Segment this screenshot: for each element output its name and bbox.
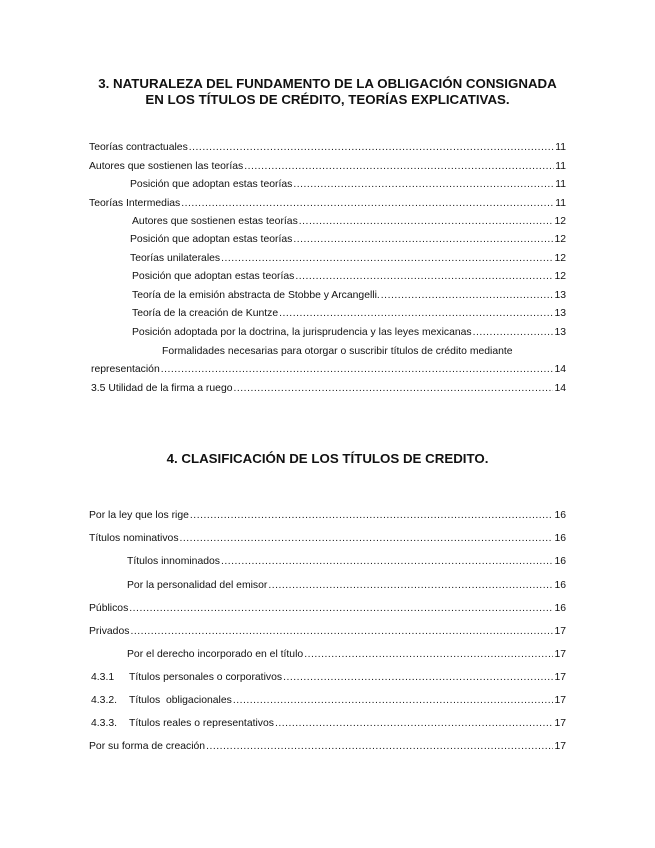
toc-leader-dots (283, 672, 553, 684)
toc-entry-label: Títulos innominados (127, 556, 220, 567)
toc-leader-dots (180, 533, 554, 545)
toc-leader-dots (381, 290, 554, 302)
toc-entry-number: 4.3.1 (91, 672, 115, 683)
section-4-heading (0, 451, 655, 467)
toc-entry-label-continued: Formalidades necesarias para otorgar o suscribir títulos de crédito mediante (162, 346, 513, 357)
toc-entry-page: 11 (555, 179, 566, 190)
toc-leader-dots (293, 234, 553, 246)
toc-entry-label: Privados (89, 626, 130, 637)
toc-entry-label: Teorías unilaterales (130, 253, 221, 264)
toc-entry[interactable] (132, 216, 566, 228)
toc-entry[interactable] (127, 580, 566, 592)
toc-entry[interactable] (130, 179, 566, 191)
toc-entry-page: 16 (554, 510, 566, 521)
toc-leader-dots (279, 308, 553, 320)
section-3-heading-line-2: EN LOS TÍTULOS DE CRÉDITO, TEORÍAS EXPLICATIVAS. (145, 92, 510, 107)
toc-leader-dots (304, 649, 553, 661)
toc-entry[interactable] (89, 510, 566, 522)
toc-entry-label: Autores que sostienen las teorías (89, 161, 244, 172)
toc-leader-dots (189, 142, 554, 154)
toc-entry[interactable] (132, 308, 566, 320)
toc-entry-label: Títulos obligacionales (129, 695, 232, 706)
toc-entry-label: Posición que adoptan estas teorías (130, 234, 293, 245)
toc-leader-dots (221, 253, 553, 265)
toc-entry-label: Públicos (89, 603, 129, 614)
toc-entry[interactable] (91, 672, 566, 684)
toc-entry-label: Por la personalidad del emisor (127, 580, 268, 591)
section-4-heading-text: 4. CLASIFICACIÓN DE LOS TÍTULOS DE CREDITO. (166, 451, 489, 466)
toc-entry-page: 17 (554, 626, 566, 637)
toc-entry-page: 17 (554, 695, 566, 706)
toc-entry-page: 13 (554, 308, 566, 319)
toc-entry-page: 17 (554, 649, 566, 660)
toc-leader-dots (299, 216, 554, 228)
toc-entry-label: Posición que adoptan estas teorías (130, 179, 293, 190)
toc-entry[interactable] (91, 364, 566, 376)
toc-entry[interactable] (89, 533, 566, 545)
toc-entry[interactable] (127, 556, 566, 568)
toc-entry[interactable] (89, 161, 566, 173)
toc-entry-label: Autores que sostienen estas teorías (132, 216, 298, 227)
toc-entry-page: 12 (554, 234, 566, 245)
toc-entry-label: Posición que adoptan estas teorías (132, 271, 295, 282)
toc-entry[interactable] (91, 695, 566, 707)
toc-entry-label: representación (91, 364, 160, 375)
toc-entry-number: 4.3.3. (91, 718, 117, 729)
toc-leader-dots (161, 364, 554, 376)
toc-entry[interactable] (91, 718, 566, 730)
toc-entry-label: Teorías Intermedias (89, 198, 181, 209)
toc-entry-page: 16 (554, 580, 566, 591)
toc-entry-page: 17 (554, 718, 566, 729)
toc-entry-label: Títulos personales o corporativos (129, 672, 283, 683)
toc-entry-label: 3.5 Utilidad de la firma a ruego (91, 383, 233, 394)
toc-entry[interactable] (130, 234, 566, 246)
toc-entry-label: Títulos reales o representativos (129, 718, 274, 729)
toc-leader-dots (473, 327, 554, 339)
section-3-heading-line-1: 3. NATURALEZA DEL FUNDAMENTO DE LA OBLIGACIÓN CONSIGNADA (98, 76, 557, 91)
toc-entry[interactable] (130, 253, 566, 265)
toc-entry-label: Teoría de la emisión abstracta de Stobbe y Arcangelli. (132, 290, 380, 301)
toc-entry[interactable] (132, 290, 566, 302)
toc-entry-page: 12 (554, 253, 566, 264)
toc-entry-label: Por el derecho incorporado en el título (127, 649, 304, 660)
toc-entry-page: 14 (554, 364, 566, 375)
toc-entry[interactable] (132, 271, 566, 283)
toc-entry-label: Títulos nominativos (89, 533, 179, 544)
toc-leader-dots (293, 179, 554, 191)
toc-entry-page: 17 (554, 672, 566, 683)
toc-leader-dots (221, 556, 553, 568)
toc-entry-page: 14 (554, 383, 566, 394)
toc-entry[interactable] (91, 383, 566, 395)
toc-entry-label: Posición adoptada por la doctrina, la jurisprudencia y las leyes mexicanas (132, 327, 472, 338)
toc-entry-page: 12 (554, 216, 566, 227)
toc-entry[interactable] (127, 649, 566, 661)
toc-leader-dots (129, 603, 553, 615)
toc-entry-page: 11 (555, 161, 566, 172)
toc-leader-dots (234, 383, 554, 395)
toc-entry[interactable] (89, 626, 566, 638)
toc-entry[interactable] (89, 142, 566, 154)
toc-entry-label: Por su forma de creación (89, 741, 206, 752)
toc-entry-page: 16 (554, 603, 566, 614)
toc-entry-number: 4.3.2. (91, 695, 117, 706)
toc-entry-page: 11 (555, 198, 566, 209)
toc-entry[interactable] (89, 198, 566, 210)
toc-leader-dots (233, 695, 554, 707)
toc-leader-dots (244, 161, 554, 173)
toc-entry-page: 13 (554, 290, 566, 301)
toc-entry-label: Teorías contractuales (89, 142, 188, 153)
toc-entry-page: 12 (554, 271, 566, 282)
toc-leader-dots (275, 718, 553, 730)
toc-entry-page: 16 (554, 533, 566, 544)
toc-leader-dots (181, 198, 554, 210)
toc-entry-label: Por la ley que los rige (89, 510, 189, 521)
toc-entry-page: 11 (555, 142, 566, 153)
toc-leader-dots (190, 510, 554, 522)
toc-leader-dots (268, 580, 553, 592)
toc-leader-dots (206, 741, 553, 753)
toc-entry-page: 17 (554, 741, 566, 752)
section-3-heading (0, 76, 655, 108)
toc-leader-dots (295, 271, 553, 283)
toc-entry[interactable] (89, 603, 566, 615)
toc-entry[interactable] (89, 741, 566, 753)
toc-entry-label: Teoría de la creación de Kuntze (132, 308, 279, 319)
toc-entry-page: 16 (554, 556, 566, 567)
toc-leader-dots (130, 626, 553, 638)
toc-entry[interactable] (132, 327, 566, 339)
toc-entry-page: 13 (554, 327, 566, 338)
